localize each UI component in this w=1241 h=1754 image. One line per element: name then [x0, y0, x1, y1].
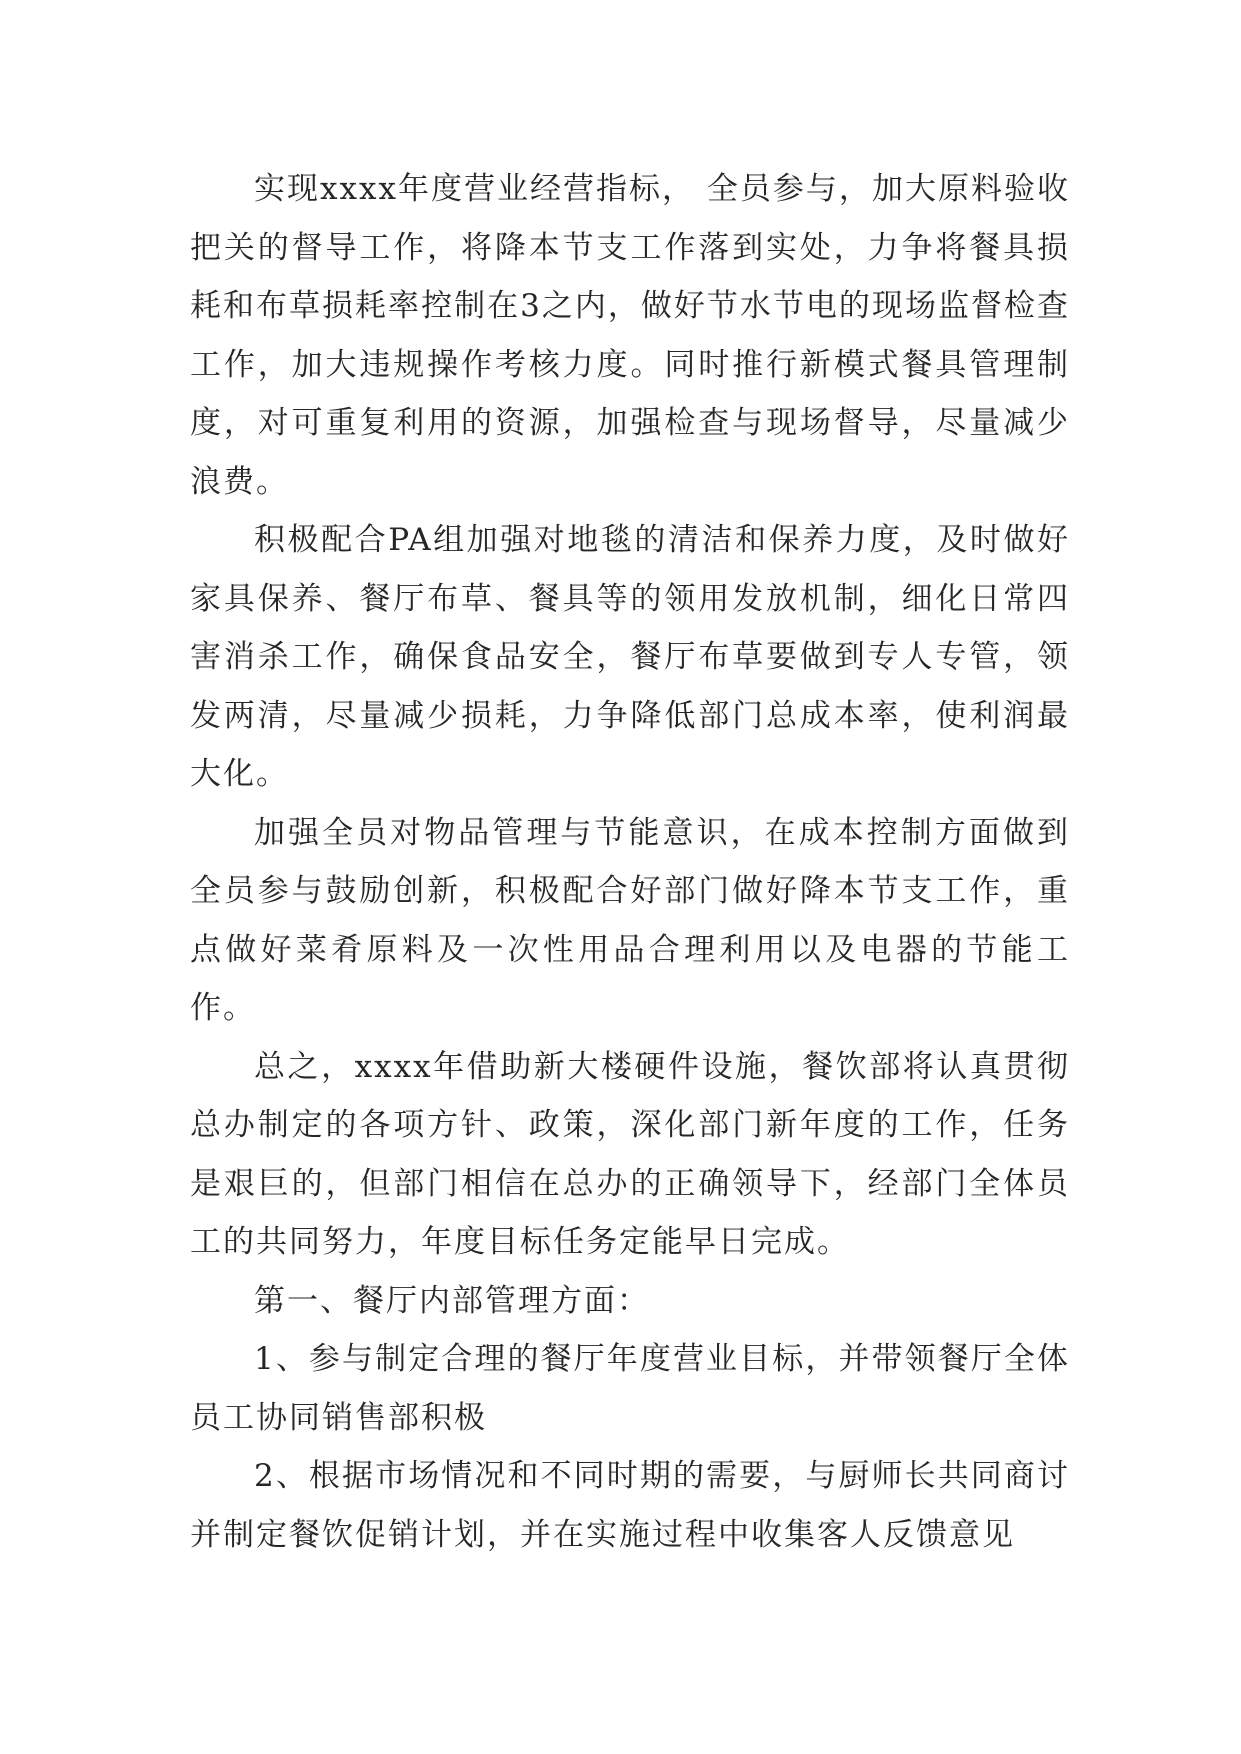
paragraph-pa-cooperation: 积极配合PA组加强对地毯的清洁和保养力度，及时做好家具保养、餐厅布草、餐具等的领用发放机制，细化日常四害消杀工作，确保食品安全，餐厅布草要做到专人专管，领发两清，尽量减少损耗，力争降低部门总成本率，使利润最大化。: [190, 522, 1070, 792]
list-item-2: 2、根据市场情况和不同时期的需要，与厨师长共同商讨并制定餐饮促销计划，并在实施过程中收集客人反馈意见: [190, 1458, 1070, 1553]
paragraph-energy-saving: 加强全员对物品管理与节能意识，在成本控制方面做到全员参与鼓励创新，积极配合好部门做好降本节支工作，重点做好菜肴原料及一次性用品合理利用以及电器的节能工作。: [190, 814, 1070, 1026]
section-heading-internal-management: 第一、餐厅内部管理方面：: [254, 1282, 650, 1319]
list-item-1: 1、参与制定合理的餐厅年度营业目标，并带领餐厅全体员工协同销售部积极: [190, 1341, 1070, 1436]
paragraph-summary: 总之，xxxx年借助新大楼硬件设施，餐饮部将认真贯彻总办制定的各项方针、政策，深化部门新年度的工作，任务是艰巨的，但部门相信在总办的正确领导下，经部门全体员工的共同努力，年度目标任务定能早日完成。: [190, 1048, 1070, 1260]
paragraph-cost-control: 实现xxxx年度营业经营指标， 全员参与，加大原料验收把关的督导工作，将降本节支工作落到实处，力争将餐具损耗和布草损耗率控制在3之内，做好节水节电的现场监督检查工作，加大违规操作考核力度。同时推行新模式餐具管理制度，对可重复利用的资源，加强检查与现场督导，尽量减少浪费。: [190, 171, 1070, 500]
document-body: [190, 160, 1070, 1564]
